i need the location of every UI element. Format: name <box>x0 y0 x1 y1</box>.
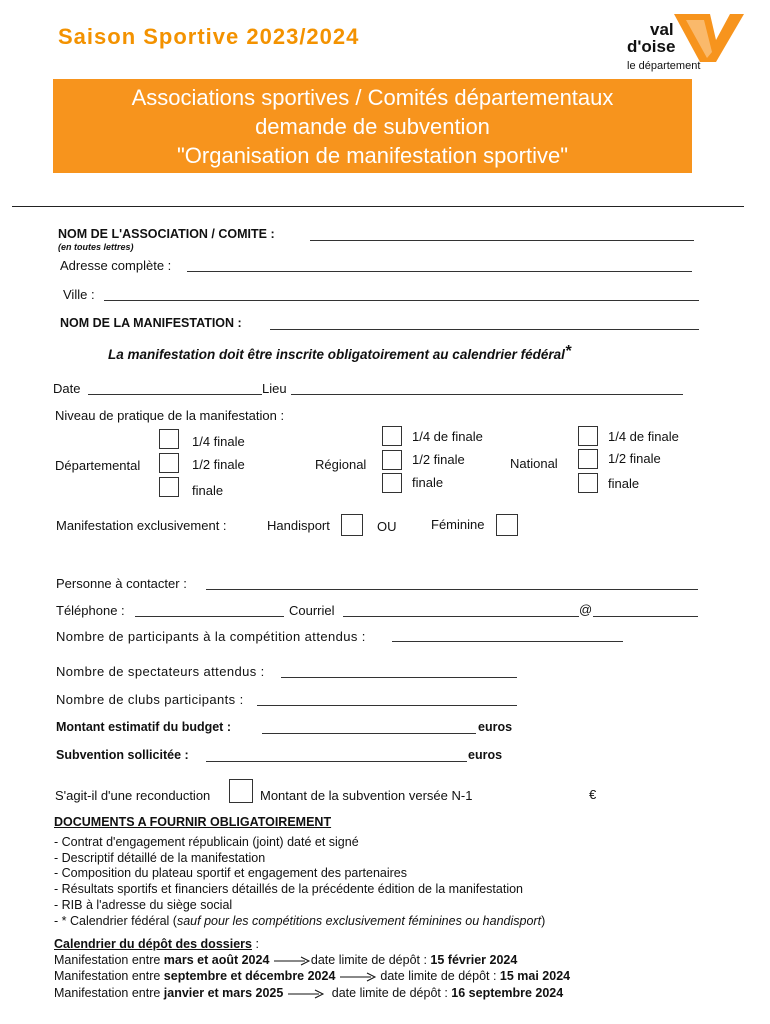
arrow-right-icon <box>339 972 377 982</box>
assoc-hint: (en toutes lettres) <box>58 242 134 252</box>
clubs-label: Nombre de clubs participants : <box>56 692 244 707</box>
handisport-label: Handisport <box>267 518 330 533</box>
event-name-field[interactable] <box>270 329 699 330</box>
document-item-calendar: - * Calendrier fédéral (sauf pour les compétitions exclusivement féminines ou handisport) <box>54 913 546 928</box>
document-item: - Composition du plateau sportif et engagement des partenaires <box>54 866 407 881</box>
document-item: - Descriptif détaillé de la manifestation <box>54 850 266 865</box>
departemental-quarter-checkbox[interactable] <box>159 429 179 449</box>
spectators-label: Nombre de spectateurs attendus : <box>56 664 265 679</box>
calendar-title: Calendrier du dépôt des dossiers : <box>54 937 259 951</box>
euro-sign: € <box>589 787 597 802</box>
title-banner <box>53 79 692 173</box>
season-title: Saison Sportive 2023/2024 <box>58 24 360 49</box>
banner-line-2: demande de subvention <box>255 114 490 139</box>
renewal-checkbox[interactable] <box>229 779 253 803</box>
national-half-label: 1/2 finale <box>608 451 661 466</box>
place-field[interactable] <box>291 394 683 395</box>
calendar-row: Manifestation entre mars et août 2024 date limite de dépôt : 15 février 2024 <box>54 953 518 967</box>
logo-oise-text: d'oise <box>627 37 676 56</box>
budget-label: Montant estimatif du budget : <box>56 720 231 734</box>
subsidy-field[interactable] <box>206 761 467 762</box>
val-doise-logo <box>624 12 746 76</box>
banner-line-3: "Organisation de manifestation sportive" <box>176 143 569 168</box>
budget-field[interactable] <box>262 733 476 734</box>
event-name-label: NOM DE LA MANIFESTATION : <box>60 316 242 330</box>
regional-quarter-label: 1/4 de finale <box>412 429 483 444</box>
regional-half-checkbox[interactable] <box>382 450 402 470</box>
level-national-label: National <box>510 456 558 471</box>
departemental-final-label: finale <box>192 483 224 498</box>
feminine-checkbox[interactable] <box>496 514 518 536</box>
documents-title: DOCUMENTS A FOURNIR OBLIGATOIREMENT <box>54 815 332 829</box>
assoc-label: NOM DE L'ASSOCIATION / COMITE : <box>58 227 275 241</box>
contact-label: Personne à contacter : <box>56 576 187 591</box>
feminine-label: Féminine <box>431 517 485 532</box>
phone-label: Téléphone : <box>56 603 125 618</box>
departemental-quarter-label: 1/4 finale <box>192 434 245 449</box>
document-item: - Contrat d'engagement républicain (joint) daté et signé <box>54 835 359 849</box>
date-label: Date <box>53 381 81 396</box>
documents-list <box>54 835 545 929</box>
banner-line-1: Associations sportives / Comités départementaux <box>131 85 614 110</box>
city-label: Ville : <box>63 287 95 302</box>
place-label: Lieu <box>262 381 287 396</box>
handisport-checkbox[interactable] <box>341 514 363 536</box>
level-regional-label: Régional <box>315 457 367 472</box>
date-field[interactable] <box>88 394 262 395</box>
contact-field[interactable] <box>206 589 698 590</box>
national-final-checkbox[interactable] <box>578 473 598 493</box>
regional-final-label: finale <box>412 475 444 490</box>
subsidy-unit: euros <box>468 748 503 762</box>
address-field[interactable] <box>187 271 692 272</box>
calendar-note: La manifestation doit être inscrite obligatoirement au calendrier fédéral* <box>108 343 572 362</box>
arrow-right-icon <box>273 956 311 966</box>
logo-val-text: val <box>650 20 674 39</box>
document-item: - Résultats sportifs et financiers détaillés de la précédente édition de la manifestation <box>54 882 524 897</box>
national-quarter-checkbox[interactable] <box>578 426 598 446</box>
national-quarter-label: 1/4 de finale <box>608 429 679 444</box>
participants-field[interactable] <box>392 641 623 642</box>
phone-field[interactable] <box>135 616 284 617</box>
email-at-sign: @ <box>579 602 593 617</box>
email-domain-field[interactable] <box>593 616 698 617</box>
city-field[interactable] <box>104 300 699 301</box>
renewal-label: S'agit-il d'une reconduction <box>55 788 211 803</box>
previous-amount-label: Montant de la subvention versée N-1 <box>260 788 473 803</box>
calendar-row: Manifestation entre janvier et mars 2025 date limite de dépôt : 16 septembre 2024 <box>54 986 564 1000</box>
subsidy-label: Subvention sollicitée : <box>56 748 189 762</box>
departemental-half-label: 1/2 finale <box>192 457 245 472</box>
participants-label: Nombre de participants à la compétition attendus : <box>56 629 366 644</box>
budget-unit: euros <box>478 720 513 734</box>
national-half-checkbox[interactable] <box>578 449 598 469</box>
exclusive-label: Manifestation exclusivement : <box>56 518 227 533</box>
departemental-half-checkbox[interactable] <box>159 453 179 473</box>
arrow-right-icon <box>287 989 325 999</box>
spectators-field[interactable] <box>281 677 517 678</box>
regional-final-checkbox[interactable] <box>382 473 402 493</box>
departemental-final-checkbox[interactable] <box>159 477 179 497</box>
level-departemental-label: Départemental <box>55 458 141 473</box>
national-final-label: finale <box>608 476 640 491</box>
level-label: Niveau de pratique de la manifestation : <box>55 408 285 423</box>
logo-dept-text: le département <box>627 60 701 72</box>
document-item: - RIB à l'adresse du siège social <box>54 897 233 912</box>
section-divider <box>12 206 744 207</box>
email-user-field[interactable] <box>343 616 579 617</box>
email-label: Courriel <box>289 603 335 618</box>
regional-quarter-checkbox[interactable] <box>382 426 402 446</box>
regional-half-label: 1/2 finale <box>412 452 465 467</box>
or-label: OU <box>377 519 397 534</box>
clubs-field[interactable] <box>257 705 517 706</box>
assoc-name-field[interactable] <box>310 240 694 241</box>
address-label: Adresse complète : <box>60 258 172 273</box>
calendar-row: Manifestation entre septembre et décembre 2024 date limite de dépôt : 15 mai 2024 <box>54 969 571 983</box>
calendar-star: * <box>564 343 572 360</box>
